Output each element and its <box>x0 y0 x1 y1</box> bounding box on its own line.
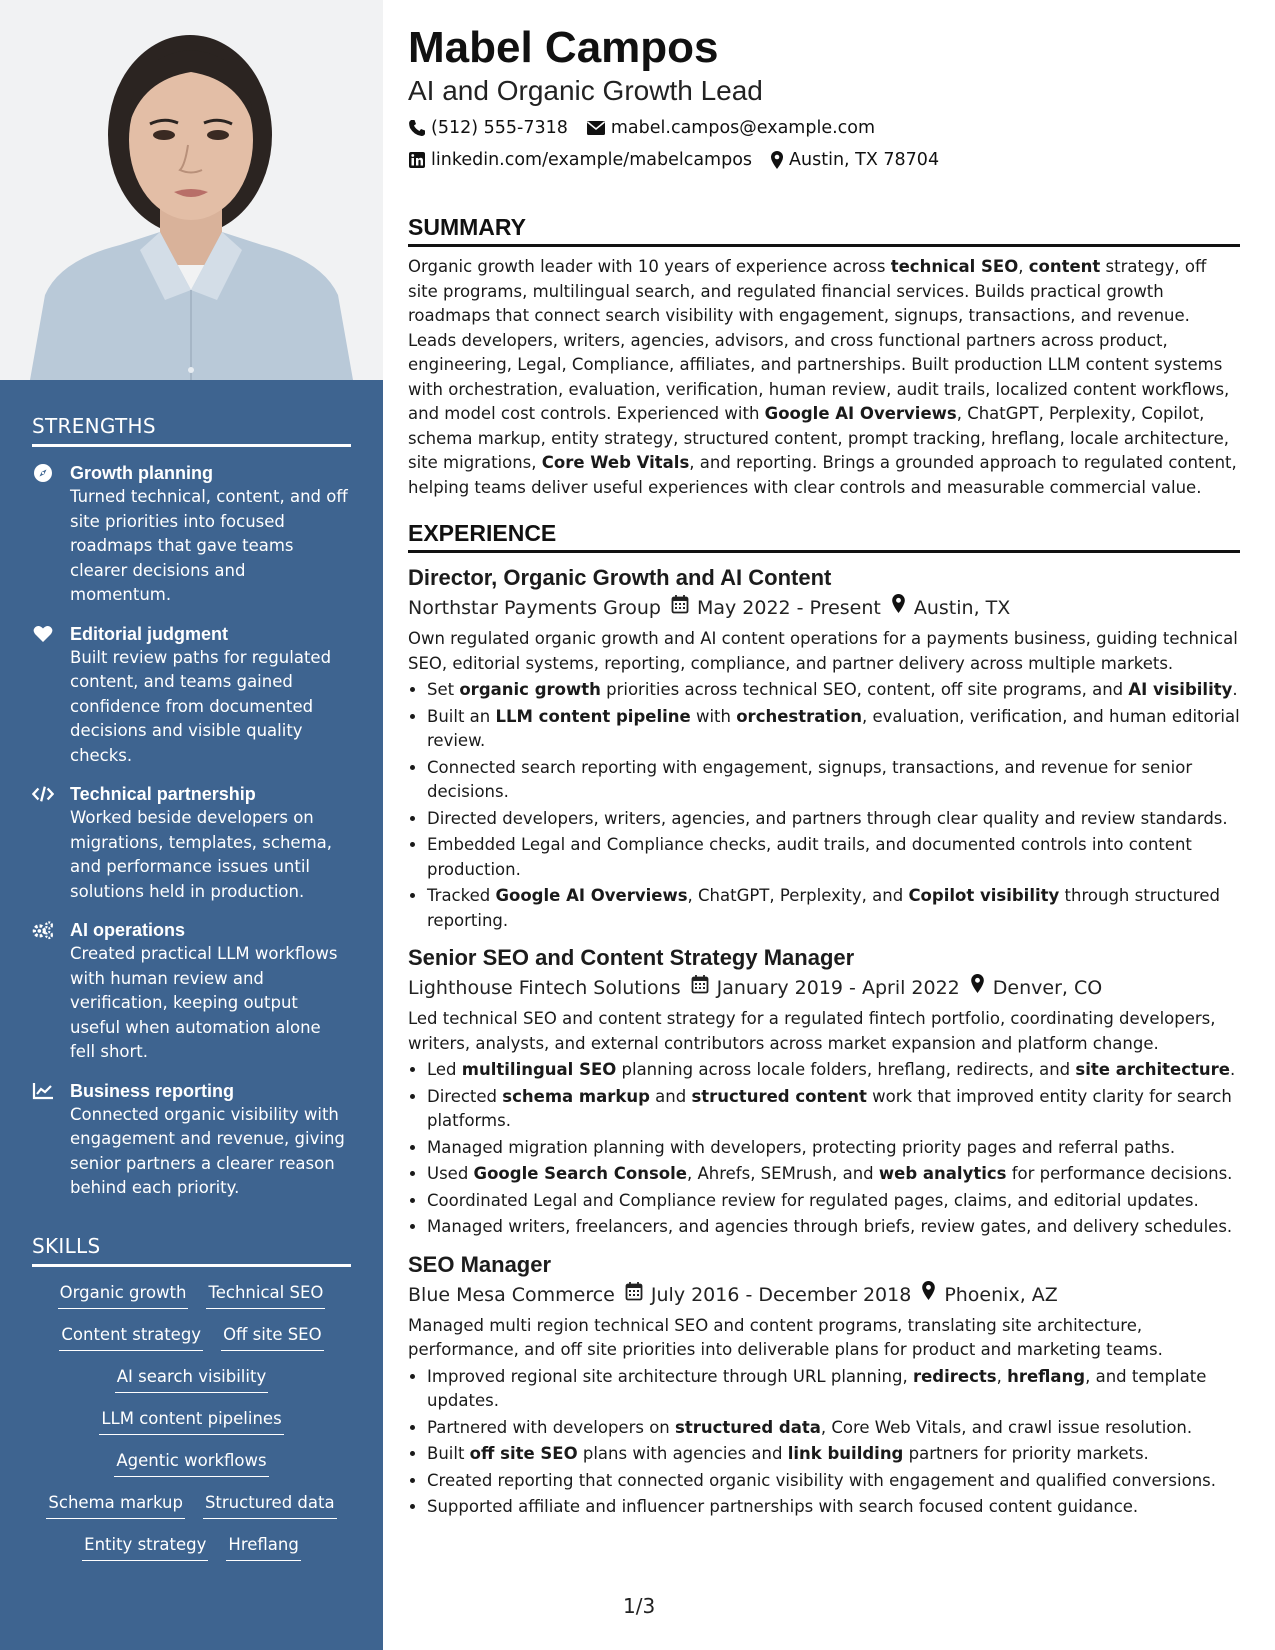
cogs-icon <box>32 919 54 941</box>
bold-keyword: technical SEO <box>890 257 1019 276</box>
job-description: Led technical SEO and content strategy for a regulated fintech portfolio, coordinating developers, writers, analysts, and external contributors across market expansion and platform change. <box>408 1009 1216 1053</box>
linkedin-icon <box>408 151 426 169</box>
bold-keyword: orchestration <box>736 706 863 726</box>
skill-row <box>59 1323 323 1351</box>
skill-tag: Structured data <box>203 1491 337 1519</box>
job-location-text: Phoenix, AZ <box>944 1283 1058 1306</box>
company-name: Blue Mesa Commerce <box>408 1283 615 1306</box>
job-bullet: • Coordinated Legal and Compliance review for regulated pages, claims, and editorial updates. <box>427 1189 1240 1214</box>
bold-keyword: LLM content pipeline <box>495 706 691 726</box>
bold-keyword: Copilot visibility <box>908 886 1060 905</box>
skill-tag: LLM content pipelines <box>99 1407 283 1435</box>
skill-row <box>46 1491 336 1519</box>
bold-keyword: redirects <box>912 1366 997 1386</box>
bold-keyword: hreflang <box>1007 1366 1086 1386</box>
bold-keyword: content <box>1028 257 1101 276</box>
job-description: Managed multi region technical SEO and content programs, translating site architecture, performance, and off site priorities into deliverable plans for product and marketing teams. <box>408 1315 1163 1359</box>
email-contact[interactable] <box>586 112 875 144</box>
strength-title: Technical partnership <box>70 784 256 804</box>
map-pin-icon <box>770 150 784 170</box>
job-list <box>408 563 1240 1520</box>
bold-keyword: off site SEO <box>469 1444 578 1463</box>
job-bullet: • Managed migration planning with developers, protecting priority pages and referral paths. <box>427 1136 1240 1161</box>
experience-heading: EXPERIENCE <box>408 518 1240 553</box>
job-bullet: • Built off site SEO plans with agencies and link building partners for priority markets. <box>427 1442 1240 1467</box>
bold-keyword: structured data <box>675 1417 821 1437</box>
linkedin-url: linkedin.com/example/mabelcampos <box>431 150 753 170</box>
contact-row <box>408 144 1240 176</box>
bold-keyword: AI visibility <box>1128 680 1233 699</box>
map-pin-icon <box>891 593 906 623</box>
job-bullet: • Tracked Google AI Overviews, ChatGPT, Perplexity, and Copilot visibility through structured reporting. <box>427 884 1240 933</box>
job-bullet: • Built an LLM content pipeline with orchestration, evaluation, verification, and human editorial review. <box>427 705 1240 754</box>
job-bullets <box>408 1365 1240 1520</box>
skills-list <box>32 1281 351 1561</box>
job-meta <box>408 1280 1240 1310</box>
chart-line-icon <box>32 1080 54 1102</box>
skill-tag: Organic growth <box>58 1281 189 1309</box>
job-dates <box>671 593 881 623</box>
job-bullet: • Improved regional site architecture through URL planning, redirects, hreflang, and template updates. <box>427 1365 1240 1414</box>
strengths-section <box>32 414 351 1215</box>
skill-row <box>99 1407 283 1435</box>
job-dates-text: January 2019 - April 2022 <box>716 977 960 999</box>
job-bullet: • Partnered with developers on structured data, Core Web Vitals, and crawl issue resolution. <box>427 1416 1240 1441</box>
job-dates <box>691 973 960 1003</box>
calendar-icon <box>625 1280 643 1310</box>
strength-item <box>32 782 351 904</box>
job-entry <box>408 563 1240 933</box>
skill-tag: AI search visibility <box>115 1365 268 1393</box>
job-location <box>921 1280 1057 1310</box>
company-name: Northstar Payments Group <box>408 597 661 619</box>
job-dates-text: May 2022 - Present <box>696 597 881 619</box>
bold-keyword: organic growth <box>459 680 601 699</box>
company-name: Lighthouse Fintech Solutions <box>408 977 681 999</box>
skill-row <box>115 1365 268 1393</box>
heart-icon <box>32 623 54 645</box>
skills-heading: SKILLS <box>32 1234 351 1267</box>
location-contact <box>770 144 939 176</box>
strength-item <box>32 622 351 769</box>
summary-text: Organic growth leader with 10 years of experience across technical SEO, content strategy, off site programs, multilingual search, and regulated financial services. Builds practical growth roadmaps that connect search visibility with engagement, signups, transactions, and revenue. Leads developers, writers, agencies, advisors, and cross functional partners across product, engineering, Legal, Compliance, affiliates, and partnerships. Built production LLM content systems with orchestration, evaluation, verification, human review, audit trails, localized content workflows, and model cost controls. Experienced with Google AI Overviews, ChatGPT, Perplexity, Copilot, schema markup, entity strategy, structured content, prompt tracking, hreflang, locale architecture, site migrations, Core Web Vitals, and reporting. Brings a grounded approach to regulated content, helping teams deliver useful experiences with clear controls and measurable commercial value. <box>408 257 1237 497</box>
map-pin-icon <box>970 973 985 1003</box>
bold-keyword: Google AI Overviews <box>764 404 957 423</box>
skill-row <box>82 1533 301 1561</box>
bold-keyword: multilingual SEO <box>461 1060 617 1079</box>
summary-heading: SUMMARY <box>408 212 1240 247</box>
job-location-text: Denver, CO <box>992 977 1103 999</box>
strength-description: Turned technical, content, and off site priorities into focused roadmaps that gave teams clearer decisions and momentum. <box>70 487 348 604</box>
strength-title: Growth planning <box>70 463 213 483</box>
job-bullet: • Created reporting that connected organic visibility with engagement and qualified conversions. <box>427 1469 1240 1494</box>
job-bullet: • Directed developers, writers, agencies, and partners through clear quality and review standards. <box>427 807 1240 832</box>
phone-icon <box>408 119 426 137</box>
skill-tag: Schema markup <box>46 1491 185 1519</box>
location-text: Austin, TX 78704 <box>789 150 940 170</box>
skill-tag: Entity strategy <box>82 1533 208 1561</box>
email-address: mabel.campos@example.com <box>610 118 876 138</box>
job-bullets <box>408 1058 1240 1240</box>
job-meta <box>408 593 1240 623</box>
strength-title: Business reporting <box>70 1080 235 1101</box>
page-number: 1/3 <box>623 1594 656 1618</box>
job-entry <box>408 943 1240 1240</box>
strength-item <box>32 461 351 608</box>
job-entry <box>408 1250 1240 1520</box>
job-bullet: • Embedded Legal and Compliance checks, audit trails, and documented controls into content production. <box>427 833 1240 882</box>
strength-title: Editorial judgment <box>70 623 229 644</box>
strength-description: Connected organic visibility with engagement and revenue, giving senior partners a clearer reason behind each priority. <box>70 1104 345 1197</box>
job-title: Senior SEO and Content Strategy Manager <box>408 945 855 970</box>
code-icon <box>32 783 54 805</box>
linkedin-contact[interactable] <box>408 144 752 176</box>
job-location <box>970 973 1102 1003</box>
calendar-icon <box>691 973 709 1003</box>
profile-photo <box>0 0 383 380</box>
skill-row <box>58 1281 326 1309</box>
bold-keyword: web analytics <box>878 1164 1007 1183</box>
strength-item <box>32 1079 351 1201</box>
phone-number: (512) 555-7318 <box>431 118 568 138</box>
job-description: Own regulated organic growth and AI content operations for a payments business, guiding technical SEO, editorial systems, reporting, compliance, and partner delivery across multiple markets. <box>408 629 1238 673</box>
candidate-role: AI and Organic Growth Lead <box>408 75 763 106</box>
skill-tag: Agentic workflows <box>114 1449 268 1477</box>
job-bullet: • Connected search reporting with engagement, signups, transactions, and revenue for senior decisions. <box>427 756 1240 805</box>
map-pin-icon <box>921 1280 936 1310</box>
skill-row <box>114 1449 268 1477</box>
candidate-name: Mabel Campos <box>408 23 719 72</box>
job-location-text: Austin, TX <box>913 597 1011 619</box>
contact-row <box>408 112 1240 144</box>
job-title: SEO Manager <box>408 1251 552 1277</box>
job-bullet: • Managed writers, freelancers, and agencies through briefs, review gates, and delivery schedules. <box>427 1215 1240 1240</box>
strength-description: Worked beside developers on migrations, templates, schema, and performance issues until solutions held in production. <box>70 808 332 901</box>
job-location <box>891 593 1010 623</box>
strength-description: Built review paths for regulated content, and teams gained confidence from documented decisions and visible quality checks. <box>70 647 332 765</box>
bold-keyword: Google Search Console <box>473 1164 687 1183</box>
sidebar <box>0 0 383 1650</box>
skill-tag: Off site SEO <box>221 1323 324 1351</box>
bold-keyword: schema markup <box>502 1086 650 1106</box>
job-bullet: • Used Google Search Console, Ahrefs, SEMrush, and web analytics for performance decisions. <box>427 1162 1240 1187</box>
bold-keyword: Google AI Overviews <box>495 886 688 905</box>
job-dates <box>625 1280 911 1310</box>
bold-keyword: site architecture <box>1075 1060 1230 1079</box>
job-bullet: • Led multilingual SEO planning across locale folders, hreflang, redirects, and site architecture. <box>427 1058 1240 1083</box>
bold-keyword: Core Web Vitals <box>541 453 690 472</box>
main-content <box>408 22 1240 1522</box>
skill-tag: Hreflang <box>226 1533 300 1561</box>
job-bullets <box>408 678 1240 933</box>
summary-section <box>408 212 1240 500</box>
skill-tag: Content strategy <box>59 1323 203 1351</box>
bold-keyword: link building <box>787 1444 904 1463</box>
job-bullet: • Set organic growth priorities across technical SEO, content, off site programs, and AI visibility. <box>427 678 1240 703</box>
skills-section <box>32 1234 351 1561</box>
phone-contact[interactable] <box>408 112 568 144</box>
job-bullet: • Directed schema markup and structured content work that improved entity clarity for search platforms. <box>427 1085 1240 1134</box>
calendar-icon <box>671 593 689 623</box>
strength-item <box>32 918 351 1065</box>
job-bullet: • Supported affiliate and influencer partnerships with search focused content guidance. <box>427 1495 1240 1520</box>
strength-description: Created practical LLM workflows with human review and verification, keeping output useful when automation alone fell short. <box>70 944 338 1061</box>
job-dates-text: July 2016 - December 2018 <box>650 1283 912 1306</box>
bold-keyword: structured content <box>691 1086 867 1106</box>
strengths-heading: STRENGTHS <box>32 414 351 447</box>
envelope-icon <box>586 120 606 136</box>
experience-section <box>408 518 1240 1520</box>
skill-tag: Technical SEO <box>206 1281 325 1309</box>
job-meta <box>408 973 1240 1003</box>
compass-icon <box>32 462 54 484</box>
job-title: Director, Organic Growth and AI Content <box>408 565 832 590</box>
strength-title: AI operations <box>70 920 186 940</box>
